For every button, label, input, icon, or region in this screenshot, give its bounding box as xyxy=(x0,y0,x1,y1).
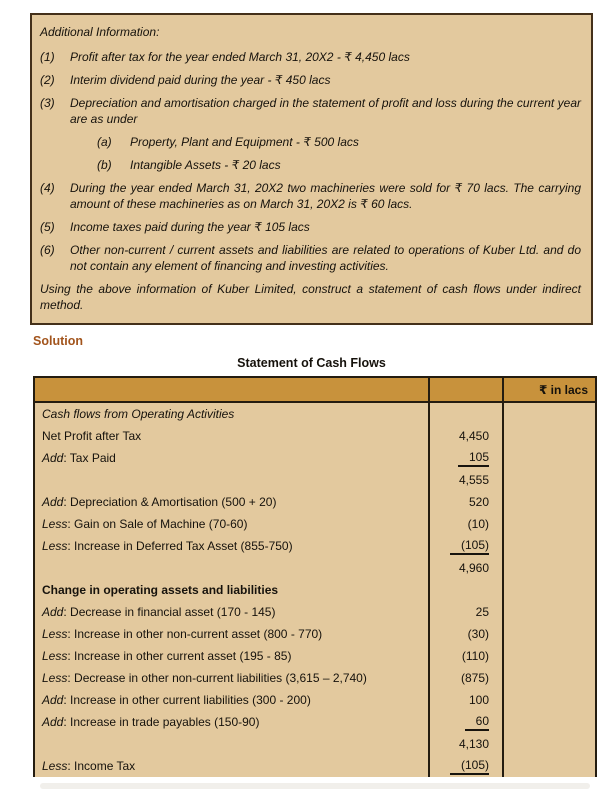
info-item xyxy=(40,180,581,212)
info-item xyxy=(40,72,581,88)
info-footer: Using the above information of Kuber Limited, construct a statement of cash flows under indirect method. xyxy=(40,282,581,312)
value-number: 520 xyxy=(468,495,489,509)
value-number: 4,450 xyxy=(458,429,489,443)
row-label xyxy=(35,557,430,579)
row-extra xyxy=(504,425,595,447)
row-value xyxy=(430,447,504,469)
row-value xyxy=(430,535,504,557)
row-prefix: Less xyxy=(42,649,68,663)
solution-heading: Solution xyxy=(33,334,83,348)
value-number: (105) xyxy=(450,758,489,775)
row-prefix: Add xyxy=(42,715,64,729)
table-row xyxy=(35,667,595,689)
value-number: (30) xyxy=(467,627,489,641)
row-value xyxy=(430,755,504,777)
row-label: Less : Decrease in other non-current liabilities (3,615 – 2,740) xyxy=(35,667,430,689)
row-label: Change in operating assets and liabilities xyxy=(35,579,430,601)
row-prefix: Less xyxy=(42,539,68,553)
row-label: Less : Gain on Sale of Machine (70-60) xyxy=(35,513,430,535)
row-prefix: Add xyxy=(42,693,64,707)
row-label: Add : Depreciation & Amortisation (500 + 20) xyxy=(35,491,430,513)
table-row xyxy=(35,425,595,447)
row-label: Less : Income Tax xyxy=(35,755,430,777)
additional-information-box xyxy=(30,13,593,325)
item-text: Property, Plant and Equipment - ₹ 500 lacs xyxy=(130,135,359,149)
row-value xyxy=(430,425,504,447)
row-extra xyxy=(504,601,595,623)
row-label: Add : Increase in trade payables (150-90) xyxy=(35,711,430,733)
table-row xyxy=(35,601,595,623)
table-row xyxy=(35,645,595,667)
item-text: Other non-current / current assets and liabilities are related to operations of Kuber Ltd. and do not contain any element of financing and investing activities. xyxy=(70,243,581,273)
row-prefix: Add xyxy=(42,451,64,465)
row-prefix: Add xyxy=(42,605,64,619)
item-number: (5) xyxy=(40,220,55,234)
header-cell-particulars xyxy=(35,378,430,401)
row-extra xyxy=(504,557,595,579)
value-number: (875) xyxy=(460,671,489,685)
item-number: (3) xyxy=(40,96,55,110)
row-extra xyxy=(504,469,595,491)
table-row xyxy=(35,579,595,601)
row-value xyxy=(430,491,504,513)
info-item xyxy=(40,95,581,127)
value-number: 60 xyxy=(465,714,489,731)
table-row xyxy=(35,711,595,733)
info-sub-item xyxy=(97,134,581,150)
table-row xyxy=(35,733,595,755)
row-label xyxy=(35,469,430,491)
row-label: Add : Decrease in financial asset (170 - 145) xyxy=(35,601,430,623)
table-header-row xyxy=(35,378,595,403)
row-value xyxy=(430,579,504,601)
row-label: Less : Increase in other non-current asset (800 - 770) xyxy=(35,623,430,645)
row-extra xyxy=(504,513,595,535)
info-heading: Additional Information: xyxy=(40,25,160,39)
row-value xyxy=(430,711,504,733)
row-prefix: Less xyxy=(42,517,68,531)
row-label: Add : Tax Paid xyxy=(35,447,430,469)
row-value xyxy=(430,557,504,579)
table-title: Statement of Cash Flows xyxy=(237,356,386,370)
row-extra xyxy=(504,447,595,469)
row-prefix: Add xyxy=(42,495,64,509)
item-number: (a) xyxy=(97,135,112,149)
item-number: (4) xyxy=(40,181,55,195)
row-value xyxy=(430,601,504,623)
table-row xyxy=(35,447,595,469)
row-value xyxy=(430,667,504,689)
row-extra xyxy=(504,667,595,689)
table-row xyxy=(35,755,595,777)
row-label: Add : Increase in other current liabilities (300 - 200) xyxy=(35,689,430,711)
info-item xyxy=(40,49,581,65)
table-row xyxy=(35,469,595,491)
value-number: 4,130 xyxy=(458,737,489,751)
row-prefix: Less xyxy=(42,759,68,773)
row-label: Less : Increase in other current asset (195 - 85) xyxy=(35,645,430,667)
item-number: (1) xyxy=(40,50,55,64)
table-row xyxy=(35,403,595,425)
row-extra xyxy=(504,755,595,777)
page-edge-shadow xyxy=(40,783,590,789)
info-item xyxy=(40,242,581,274)
row-extra xyxy=(504,711,595,733)
row-value xyxy=(430,513,504,535)
row-prefix: Less xyxy=(42,671,68,685)
table-row xyxy=(35,491,595,513)
cash-flow-table xyxy=(33,376,597,777)
header-cell-unit: ₹ in lacs xyxy=(538,382,588,397)
info-items-list xyxy=(40,49,581,274)
value-number: 105 xyxy=(458,450,489,467)
row-value xyxy=(430,689,504,711)
value-number: (110) xyxy=(461,649,489,663)
row-value xyxy=(430,733,504,755)
row-extra xyxy=(504,403,595,425)
value-number: (10) xyxy=(467,517,489,531)
item-text: During the year ended March 31, 20X2 two machineries were sold for ₹ 70 lacs. The carrying amount of these machineries as on March 31, 20X2 is ₹ 60 lacs. xyxy=(70,181,581,211)
row-extra xyxy=(504,689,595,711)
table-row xyxy=(35,623,595,645)
table-row xyxy=(35,535,595,557)
item-text: Profit after tax for the year ended March 31, 20X2 - ₹ 4,450 lacs xyxy=(70,50,410,64)
row-value xyxy=(430,469,504,491)
row-prefix: Less xyxy=(42,627,68,641)
value-number: (105) xyxy=(450,538,489,555)
row-value xyxy=(430,645,504,667)
row-label xyxy=(35,733,430,755)
item-number: (6) xyxy=(40,243,55,257)
header-cell-amount xyxy=(430,378,504,401)
info-item xyxy=(40,219,581,235)
row-label: Net Profit after Tax xyxy=(35,425,430,447)
row-value xyxy=(430,623,504,645)
row-label: Less : Increase in Deferred Tax Asset (855-750) xyxy=(35,535,430,557)
table-row xyxy=(35,513,595,535)
table-body xyxy=(35,403,595,777)
item-text: Intangible Assets - ₹ 20 lacs xyxy=(130,158,281,172)
value-number: 100 xyxy=(468,693,489,707)
value-number: 4,555 xyxy=(458,473,489,487)
item-text: Income taxes paid during the year ₹ 105 lacs xyxy=(70,220,310,234)
item-number: (b) xyxy=(97,158,112,172)
row-extra xyxy=(504,645,595,667)
value-number: 25 xyxy=(475,605,489,619)
table-row xyxy=(35,557,595,579)
item-text: Interim dividend paid during the year - ₹ 450 lacs xyxy=(70,73,331,87)
row-extra xyxy=(504,579,595,601)
row-extra xyxy=(504,535,595,557)
row-label: Cash flows from Operating Activities xyxy=(35,403,430,425)
row-extra xyxy=(504,623,595,645)
row-value xyxy=(430,403,504,425)
row-extra xyxy=(504,491,595,513)
row-extra xyxy=(504,733,595,755)
item-number: (2) xyxy=(40,73,55,87)
value-number: 4,960 xyxy=(458,561,489,575)
table-row xyxy=(35,689,595,711)
info-sub-item xyxy=(97,157,581,173)
item-text: Depreciation and amortisation charged in the statement of profit and loss during the current year are as under xyxy=(70,96,581,126)
